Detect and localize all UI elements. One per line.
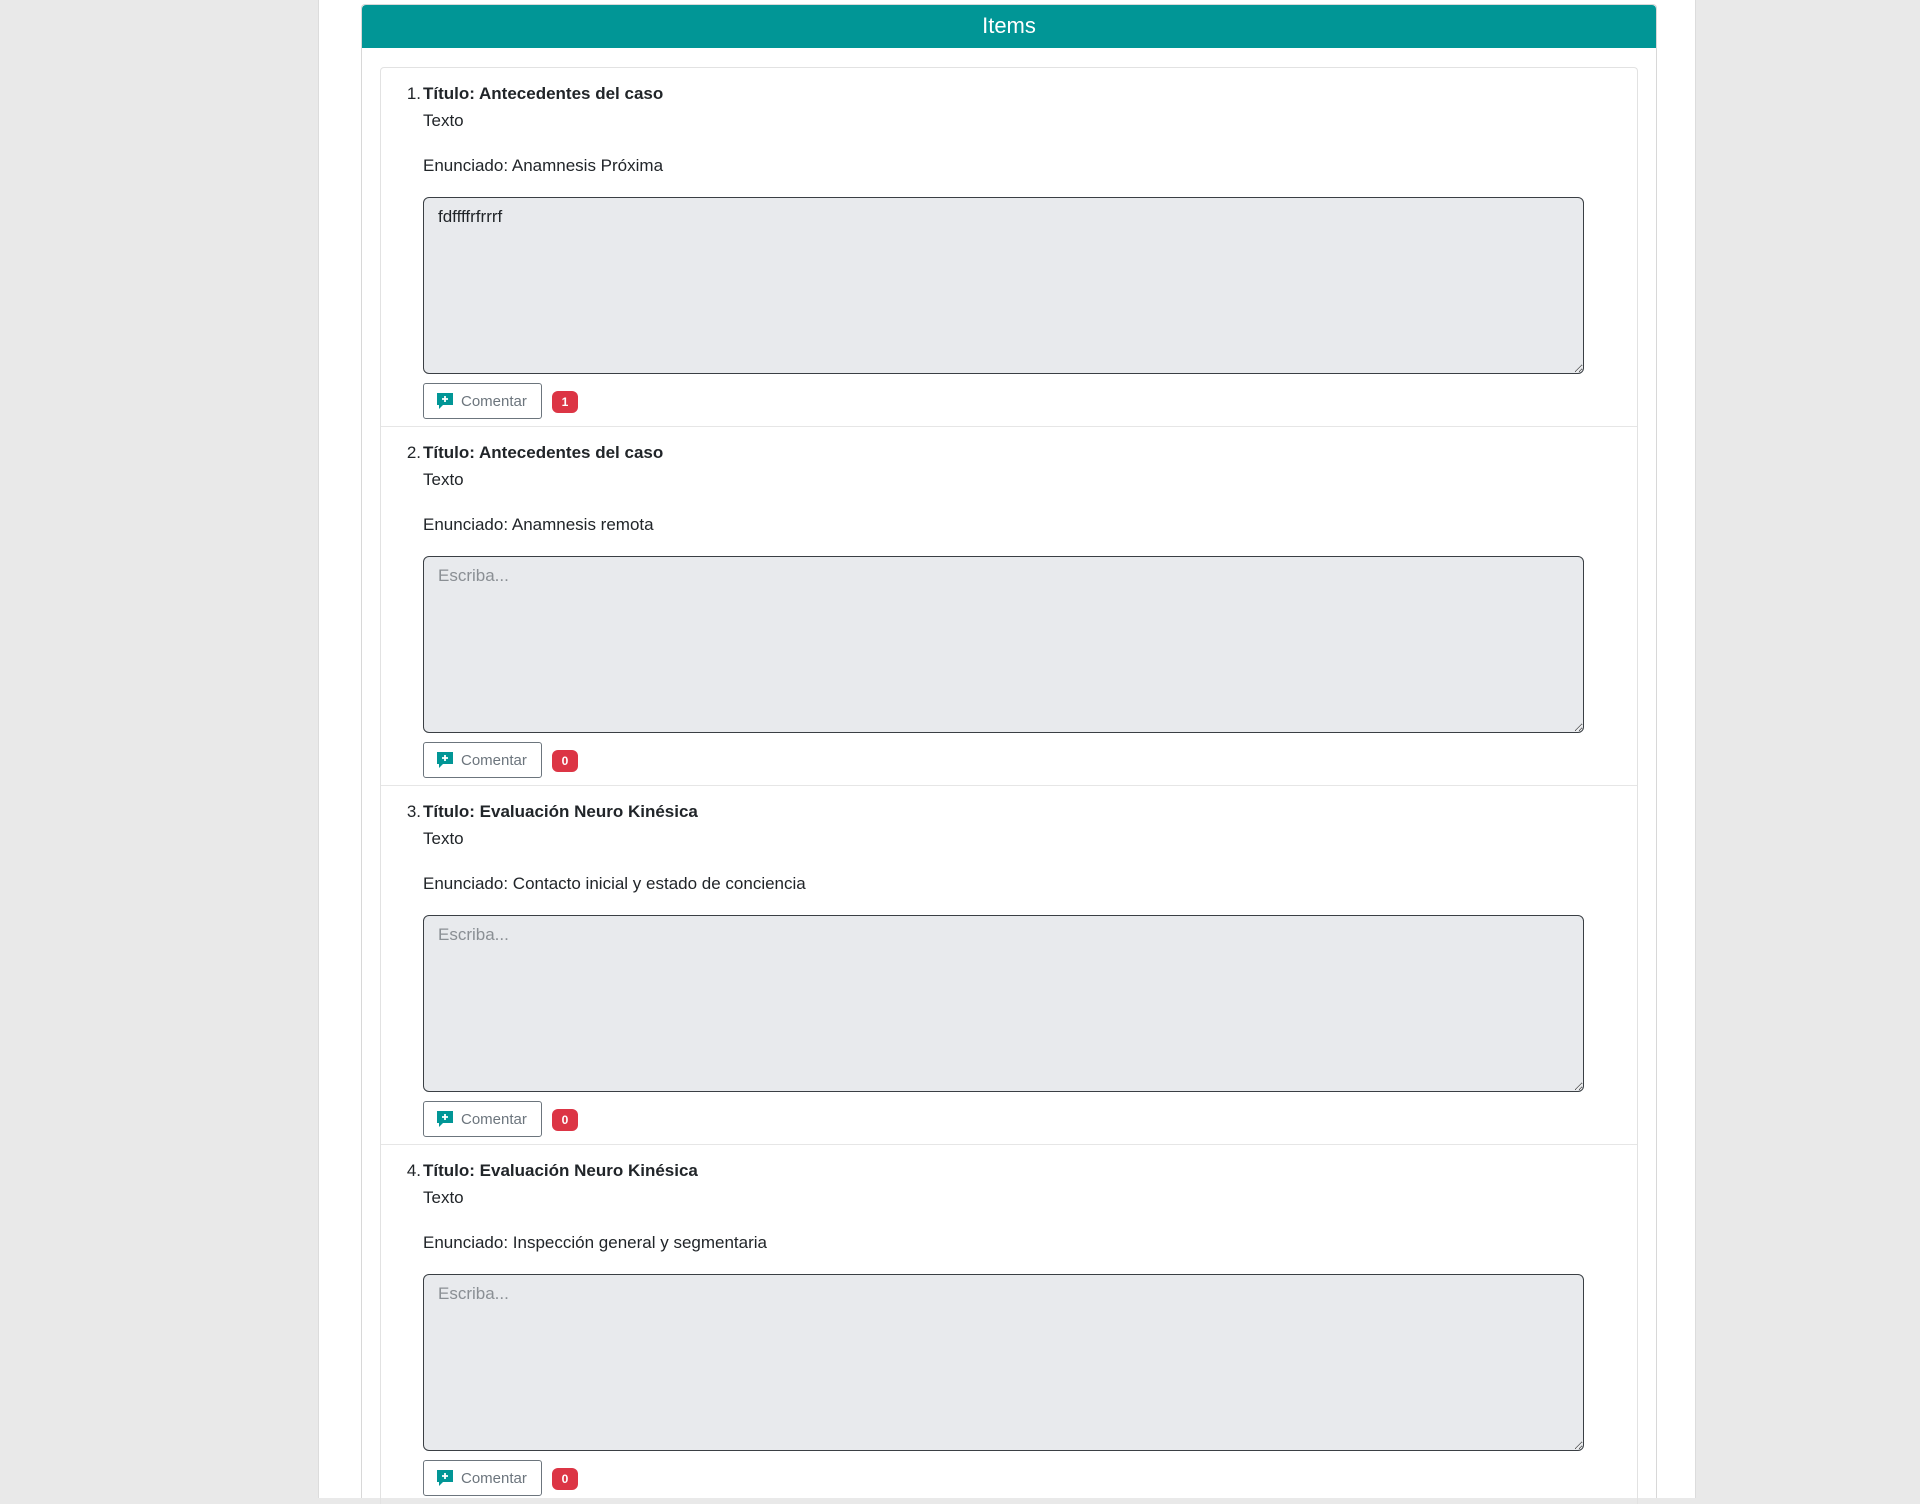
comment-button[interactable] [423, 742, 542, 778]
item-number: 2. [406, 443, 421, 462]
item-title: Título: Evaluación Neuro Kinésica [423, 1161, 698, 1180]
item-title: Título: Evaluación Neuro Kinésica [423, 802, 698, 821]
items-list [380, 67, 1638, 1504]
comment-plus-icon [436, 1469, 454, 1487]
page-container [318, 0, 1696, 1498]
comment-plus-icon [436, 1110, 454, 1128]
item-title: Título: Antecedentes del caso [423, 443, 664, 462]
list-item [381, 427, 1637, 786]
list-item [381, 786, 1637, 1145]
answer-textarea[interactable] [423, 915, 1584, 1092]
comment-button-label: Comentar [461, 392, 527, 410]
comment-count-badge: 0 [552, 750, 578, 772]
item-statement: Enunciado: Contacto inicial y estado de conciencia [423, 874, 806, 893]
comment-count-badge: 0 [552, 1468, 578, 1490]
items-card [361, 4, 1657, 1498]
comment-button[interactable] [423, 1101, 542, 1137]
item-title: Título: Antecedentes del caso [423, 84, 664, 103]
comment-button[interactable] [423, 1460, 542, 1496]
item-number: 3. [406, 802, 421, 821]
answer-textarea[interactable] [423, 1274, 1584, 1451]
item-number: 4. [406, 1161, 421, 1180]
item-statement: Enunciado: Inspección general y segmentaria [423, 1233, 767, 1252]
answer-textarea[interactable] [423, 556, 1584, 733]
answer-textarea[interactable] [423, 197, 1584, 374]
comment-button-label: Comentar [461, 751, 527, 769]
comment-plus-icon [436, 751, 454, 769]
item-statement: Enunciado: Anamnesis Próxima [423, 156, 664, 175]
comment-button-label: Comentar [461, 1469, 527, 1487]
comment-button[interactable] [423, 383, 542, 419]
item-type: Texto [423, 1188, 464, 1207]
item-type: Texto [423, 111, 464, 130]
comment-plus-icon [436, 392, 454, 410]
comment-count-badge: 1 [552, 391, 578, 413]
item-type: Texto [423, 470, 464, 489]
items-card-header: Items [362, 5, 1656, 48]
item-statement: Enunciado: Anamnesis remota [423, 515, 654, 534]
list-item [381, 1145, 1637, 1504]
item-type: Texto [423, 829, 464, 848]
list-item [381, 68, 1637, 427]
comment-button-label: Comentar [461, 1110, 527, 1128]
item-number: 1. [406, 84, 421, 103]
comment-count-badge: 0 [552, 1109, 578, 1131]
